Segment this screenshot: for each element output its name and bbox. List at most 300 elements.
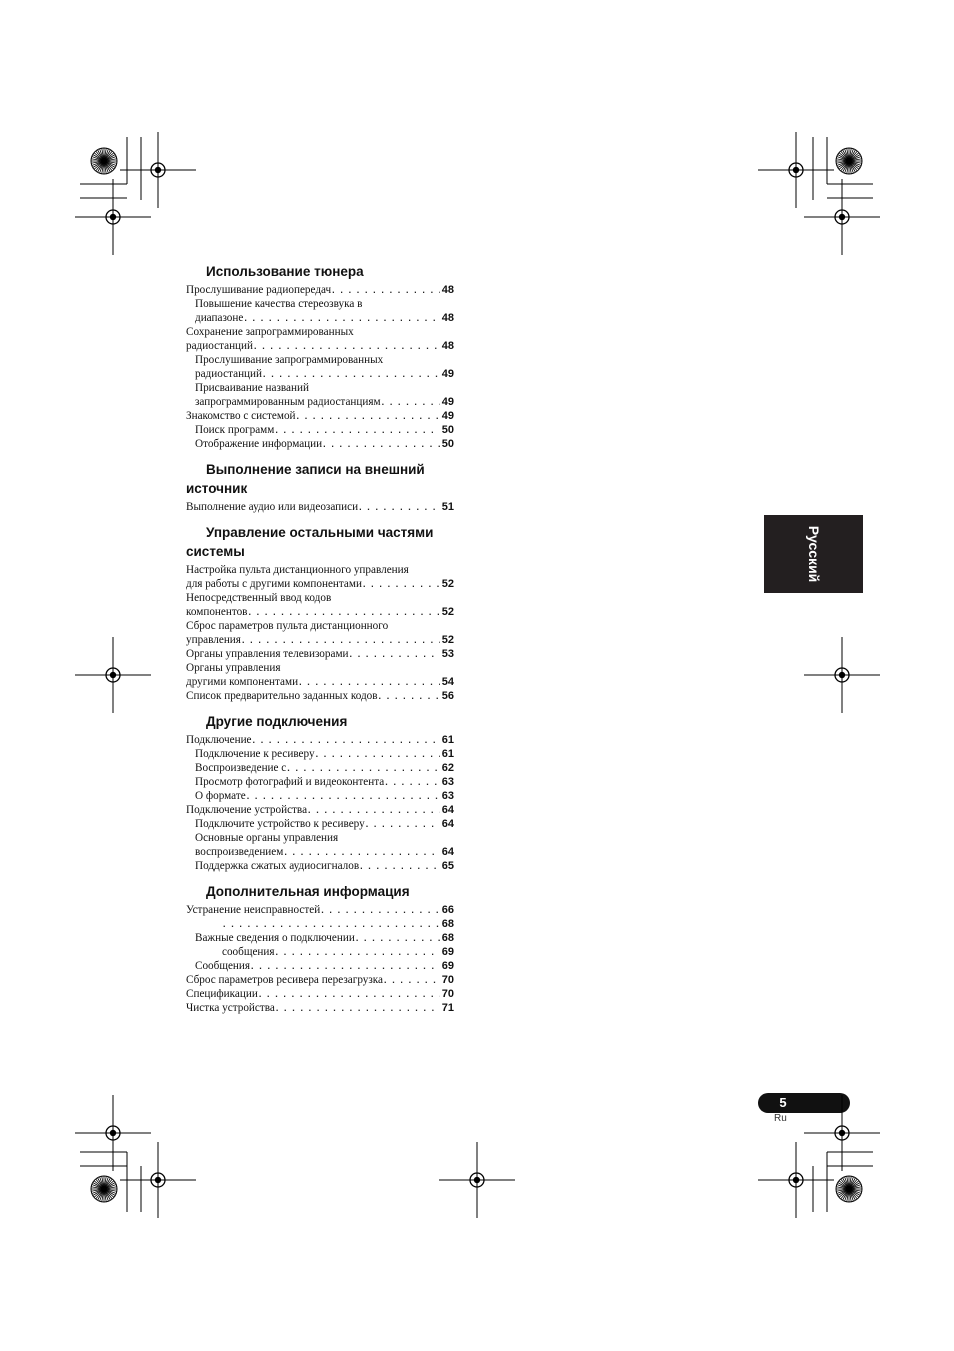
toc-entry[interactable] [186,987,454,1001]
toc-entry[interactable] [186,500,454,514]
toc-entry-continued: Сброс параметров пульта дистанционного [186,620,389,632]
dot-leader [299,675,440,689]
dot-leader [253,733,440,747]
toc-page-number: 49 [441,368,454,380]
toc-page-number: 63 [441,790,454,802]
toc-entry-continued: Настройка пульта дистанционного управления [186,564,409,576]
starburst-ray [837,161,849,165]
crosshair-registration-mark [839,1130,845,1136]
starburst-mark [836,1176,862,1202]
crosshair-registration-mark [151,1173,165,1187]
toc-entry-text: радиостанций [186,340,254,352]
starburst-ray [98,150,105,161]
starburst-center [101,158,107,164]
starburst-ray [104,1177,108,1189]
toc-page-number: 52 [441,634,454,646]
toc-page-number: 50 [441,424,454,436]
toc-entry[interactable] [186,845,454,859]
starburst-center [101,1186,107,1192]
starburst-ray [104,155,115,162]
toc-entry[interactable] [186,675,454,689]
toc-entry-continued: Прослушивание запрограммированных [195,354,384,366]
starburst-ray [839,1181,849,1189]
starburst-ray [836,161,849,163]
starburst-ray [98,1189,105,1200]
toc-page-number: 68 [441,918,454,930]
starburst-ray [104,161,108,173]
starburst-ray [849,1178,856,1189]
toc-entry-text: Отображение информации [195,438,323,450]
starburst-ray [92,1189,104,1193]
starburst-ray [841,1179,849,1189]
starburst-ray [849,148,851,161]
crosshair-registration-mark [839,214,845,220]
toc-section-title: Другие подключения [206,714,348,729]
starburst-ray [104,1189,106,1202]
toc-entry-text: радиостанций [195,368,263,380]
starburst-ray [104,1189,117,1191]
toc-entry[interactable] [186,747,454,761]
toc-entry[interactable] [186,789,454,803]
dot-leader [366,817,440,831]
toc-page-number: 65 [441,860,454,872]
starburst-ray [104,151,112,161]
starburst-ray [91,1189,104,1191]
toc-section-title: Дополнительная информация [206,884,410,899]
starburst-ray [836,1187,849,1189]
toc-entry-text: Просмотр фотографий и видеоконтента [195,776,385,788]
crosshair-registration-mark [110,214,116,220]
starburst-ray [98,161,105,172]
starburst-ray [849,1189,862,1191]
toc-entry[interactable] [186,283,454,297]
crosshair-registration-mark [106,668,120,682]
starburst-ray [849,1189,860,1196]
dot-leader [356,931,440,945]
starburst-ray [94,1189,104,1197]
toc-page-number: 52 [441,578,454,590]
toc-page-number: 70 [441,988,454,1000]
crosshair-registration-mark [106,1126,120,1140]
toc-entry[interactable] [186,973,454,987]
toc-page-number: 66 [441,904,454,916]
toc-entry[interactable] [186,577,454,591]
toc-entry-text: Сообщения [195,960,251,972]
starburst-ray [104,161,106,174]
dot-leader [254,339,440,353]
starburst-ray [849,161,860,168]
starburst-ray [104,148,106,161]
toc-entry-text: Подключение [186,734,252,746]
toc-entry[interactable] [186,689,454,703]
starburst-ray [838,155,849,162]
crosshair-registration-mark [470,1173,484,1187]
toc-entry-text: другими компонентами [186,676,299,688]
starburst-ray [92,157,104,161]
dot-leader [284,845,439,859]
starburst-ray [849,1189,851,1202]
toc-entry[interactable] [186,859,454,873]
toc-entry[interactable] [186,605,454,619]
dot-leader [275,423,439,437]
starburst-ray [837,1189,849,1193]
starburst-ray [93,161,104,168]
starburst-ray [849,161,851,174]
starburst-ray [91,1187,104,1189]
starburst-ray [849,1189,857,1199]
starburst-ray [104,1189,114,1197]
starburst-ray [102,1176,104,1189]
starburst-ray [849,1189,861,1193]
dot-leader [276,945,440,959]
starburst-ray [104,1189,112,1199]
toc-page-number: 61 [441,748,454,760]
starburst-ray [849,1181,859,1189]
toc-page-number: 56 [441,690,454,702]
starburst-ray [838,1183,849,1190]
dot-leader [251,959,440,973]
starburst-ray [847,1189,849,1202]
starburst-ray [104,1185,116,1189]
toc-section-title: Использование тюнера [206,264,364,279]
starburst-ray [91,159,104,161]
starburst-ray [93,155,104,162]
starburst-ray [102,148,104,161]
starburst-ray [845,1177,849,1189]
toc-entry-text: сообщения [222,946,275,958]
starburst-ray [94,153,104,161]
starburst-ray [104,161,112,171]
dot-leader [332,283,440,297]
starburst-ray [104,1189,116,1193]
starburst-ray [104,1179,112,1189]
toc-page-number: 50 [441,438,454,450]
toc-entry-text: Важные сведения о подключении [195,932,355,944]
dot-leader [263,367,440,381]
dot-leader [379,689,440,703]
toc-entry-text: Подключите устройство к ресиверу [195,818,365,830]
starburst-ray [104,150,111,161]
dot-leader [321,903,440,917]
starburst-ray [849,153,859,161]
toc-entry-text: компонентов [186,606,248,618]
crosshair-registration-mark [835,668,849,682]
starburst-ray [839,1189,849,1197]
toc-entry[interactable] [186,339,454,353]
toc-page-number: 62 [441,762,454,774]
starburst-ray [849,1189,853,1201]
toc-page-number: 63 [441,776,454,788]
starburst-ray [849,161,861,165]
dot-leader [247,789,440,803]
starburst-ray [838,1189,849,1196]
crosshair-registration-mark [793,1177,799,1183]
starburst-ray [100,149,104,161]
toc-page-number: 52 [441,606,454,618]
starburst-ray [104,157,116,161]
starburst-ray [93,1183,104,1190]
starburst-ray [849,1189,859,1197]
toc-entry-text: Список предварительно заданных кодов [186,690,378,702]
starburst-ray [849,155,860,162]
starburst-ray [836,1189,849,1191]
starburst-ray [839,153,849,161]
toc-page-number: 64 [441,818,454,830]
toc-page-number: 51 [441,501,454,513]
starburst-ray [849,161,856,172]
crosshair-registration-mark [789,163,803,177]
page-number-badge [758,1093,850,1113]
toc-page-number: 71 [441,1002,454,1014]
dot-leader [308,803,440,817]
toc-entry[interactable] [186,803,454,817]
toc-entry-text: Прослушивание радиопередач [186,284,332,296]
starburst-ray [92,161,104,165]
starburst-ray [100,1177,104,1189]
starburst-center [846,158,852,164]
toc-entry[interactable] [186,395,454,409]
crosshair-registration-mark [155,167,161,173]
toc-entry-text: воспроизведением [195,846,284,858]
starburst-ray [843,1189,850,1200]
starburst-ray [849,161,853,173]
toc-entry[interactable] [186,1001,454,1015]
starburst-ray [96,151,104,161]
language-tab [764,515,863,593]
toc-entry[interactable] [186,931,454,945]
toc-entry[interactable] [186,903,454,917]
toc-entry[interactable] [186,775,454,789]
toc-entry-text: Поддержка сжатых аудиосигналов [195,860,360,872]
page-number: 5 [779,1095,787,1110]
toc-page-number: 70 [441,974,454,986]
crosshair-registration-mark [155,1177,161,1183]
toc-page-number: 48 [441,340,454,352]
table-of-contents [186,262,454,1015]
starburst-ray [104,1189,108,1201]
starburst-ray [837,1185,849,1189]
dot-leader [385,775,440,789]
starburst-ray [843,161,850,172]
starburst-ray [849,159,862,161]
toc-section-title: Выполнение записи на внешний источник [186,462,425,496]
starburst-ray [104,161,116,165]
dot-leader [384,973,440,987]
starburst-ray [847,148,849,161]
toc-entry-text: Органы управления телевизорами [186,648,349,660]
crosshair-registration-mark [839,672,845,678]
dot-leader [259,987,440,1001]
crosshair-registration-mark [835,1126,849,1140]
toc-page-number: 49 [441,410,454,422]
starburst-ray [838,161,849,168]
crosshair-registration-mark [835,210,849,224]
starburst-ray [94,161,104,169]
toc-entry-text: управления [186,634,241,646]
starburst-ray [849,1177,853,1189]
toc-entry-text: Знакомство с системой [186,410,296,422]
toc-page-number: 49 [441,396,454,408]
starburst-ray [843,1178,850,1189]
starburst-ray [92,1185,104,1189]
toc-entry[interactable] [186,761,454,775]
dot-leader [359,500,440,514]
toc-page-number: 54 [441,676,454,688]
starburst-ray [845,1189,849,1201]
starburst-ray [104,153,114,161]
toc-page-number: 69 [441,946,454,958]
starburst-ray [96,161,104,171]
toc-entry[interactable] [186,945,454,959]
starburst-ray [836,159,849,161]
page-language-code: Ru [774,1113,787,1124]
starburst-ray [837,157,849,161]
starburst-ray [841,151,849,161]
dot-leader [297,409,440,423]
toc-entry-continued: Присваивание названий [195,382,309,394]
toc-entry-text: Поиск программ [195,424,275,436]
toc-entry-continued: Органы управления [186,662,281,674]
starburst-ray [93,1189,104,1196]
starburst-ray [847,1176,849,1189]
starburst-ray [104,1181,114,1189]
starburst-ray [104,149,108,161]
dot-leader [350,647,440,661]
toc-entry[interactable] [186,311,454,325]
starburst-ray [91,161,104,163]
toc-entry[interactable] [186,959,454,973]
starburst-ray [847,161,849,174]
dot-leader [323,437,440,451]
toc-entry[interactable] [186,633,454,647]
dot-leader [360,859,440,873]
toc-page-number: 68 [441,932,454,944]
toc-entry[interactable] [186,917,454,931]
starburst-ray [100,161,104,173]
toc-entry-text: Устранение неисправностей [186,904,321,916]
starburst-ray [100,1189,104,1201]
starburst-ray [96,1179,104,1189]
starburst-ray [104,161,114,169]
crosshair-registration-mark [110,672,116,678]
toc-entry[interactable] [186,367,454,381]
toc-entry-continued: Сохранение запрограммированных [186,326,354,338]
starburst-ray [845,149,849,161]
starburst-ray [845,161,849,173]
starburst-ray [849,1185,861,1189]
starburst-ray [104,161,117,163]
starburst-ray [849,150,856,161]
dot-leader [242,633,440,647]
starburst-mark [91,148,117,174]
starburst-mark [836,148,862,174]
toc-entry[interactable] [186,647,454,661]
toc-page-number: 48 [441,312,454,324]
toc-entry-text: Сброс параметров ресивера перезагрузка [186,974,384,986]
dot-leader [287,761,439,775]
starburst-ray [104,1183,115,1190]
starburst-ray [849,149,853,161]
dot-leader [316,747,440,761]
starburst-ray [104,1189,111,1200]
starburst-ray [104,161,111,172]
crosshair-registration-mark [106,210,120,224]
starburst-ray [104,1187,117,1189]
toc-entry[interactable] [186,423,454,437]
dot-leader [248,605,439,619]
toc-entry-continued: Основные органы управления [195,832,339,844]
dot-leader [223,917,440,931]
crosshair-registration-mark [110,1130,116,1136]
toc-entry-continued: Непосредственный ввод кодов [186,592,332,604]
starburst-ray [98,1178,105,1189]
toc-page-number: 64 [441,804,454,816]
starburst-ray [96,1189,104,1199]
starburst-center [846,1186,852,1192]
toc-entry-text: Выполнение аудио или видеозаписи [186,501,359,513]
dot-leader [276,1001,440,1015]
toc-entry-text: Спецификации [186,988,258,1000]
starburst-ray [849,1187,862,1189]
starburst-ray [841,161,849,171]
toc-page-number: 69 [441,960,454,972]
starburst-ray [849,151,857,161]
starburst-ray [849,157,861,161]
toc-entry-text: диапазоне [195,312,244,324]
toc-entry-text: запрограммированным радиостанциям [195,396,381,408]
toc-entry[interactable] [186,733,454,747]
starburst-ray [841,1189,849,1199]
starburst-ray [104,159,117,161]
starburst-ray [849,161,859,169]
starburst-ray [104,1178,111,1189]
toc-entry-text: Подключение устройства [186,804,308,816]
toc-section-title: Управление остальными частями системы [186,525,434,559]
toc-entry-text: Подключение к ресиверу [195,748,315,760]
starburst-ray [849,1176,851,1189]
toc-entry-text: для работы с другими компонентами [186,578,362,590]
toc-page-number: 53 [441,648,454,660]
toc-entry[interactable] [186,437,454,451]
crosshair-registration-mark [151,163,165,177]
starburst-ray [849,1189,856,1200]
starburst-ray [843,150,850,161]
toc-entry-text: Чистка устройства [186,1002,275,1014]
toc-entry-continued: Повышение качества стереозвука в [195,298,363,310]
toc-page-number: 64 [441,846,454,858]
starburst-mark [91,1176,117,1202]
dot-leader [382,395,440,409]
toc-entry-text: Воспроизведение с [195,762,287,774]
language-tab-label: Русский [806,525,822,583]
toc-entry-text: О формате [195,790,246,802]
dot-leader [244,311,439,325]
toc-entry[interactable] [186,409,454,423]
starburst-ray [102,1189,104,1202]
starburst-ray [104,161,115,168]
starburst-ray [849,161,857,171]
toc-entry[interactable] [186,817,454,831]
toc-page-number: 48 [441,284,454,296]
starburst-ray [849,161,862,163]
crosshair-registration-mark [793,167,799,173]
starburst-ray [104,1189,115,1196]
starburst-ray [849,1179,857,1189]
starburst-ray [102,161,104,174]
starburst-ray [94,1181,104,1189]
starburst-ray [839,161,849,169]
starburst-ray [849,1183,860,1190]
